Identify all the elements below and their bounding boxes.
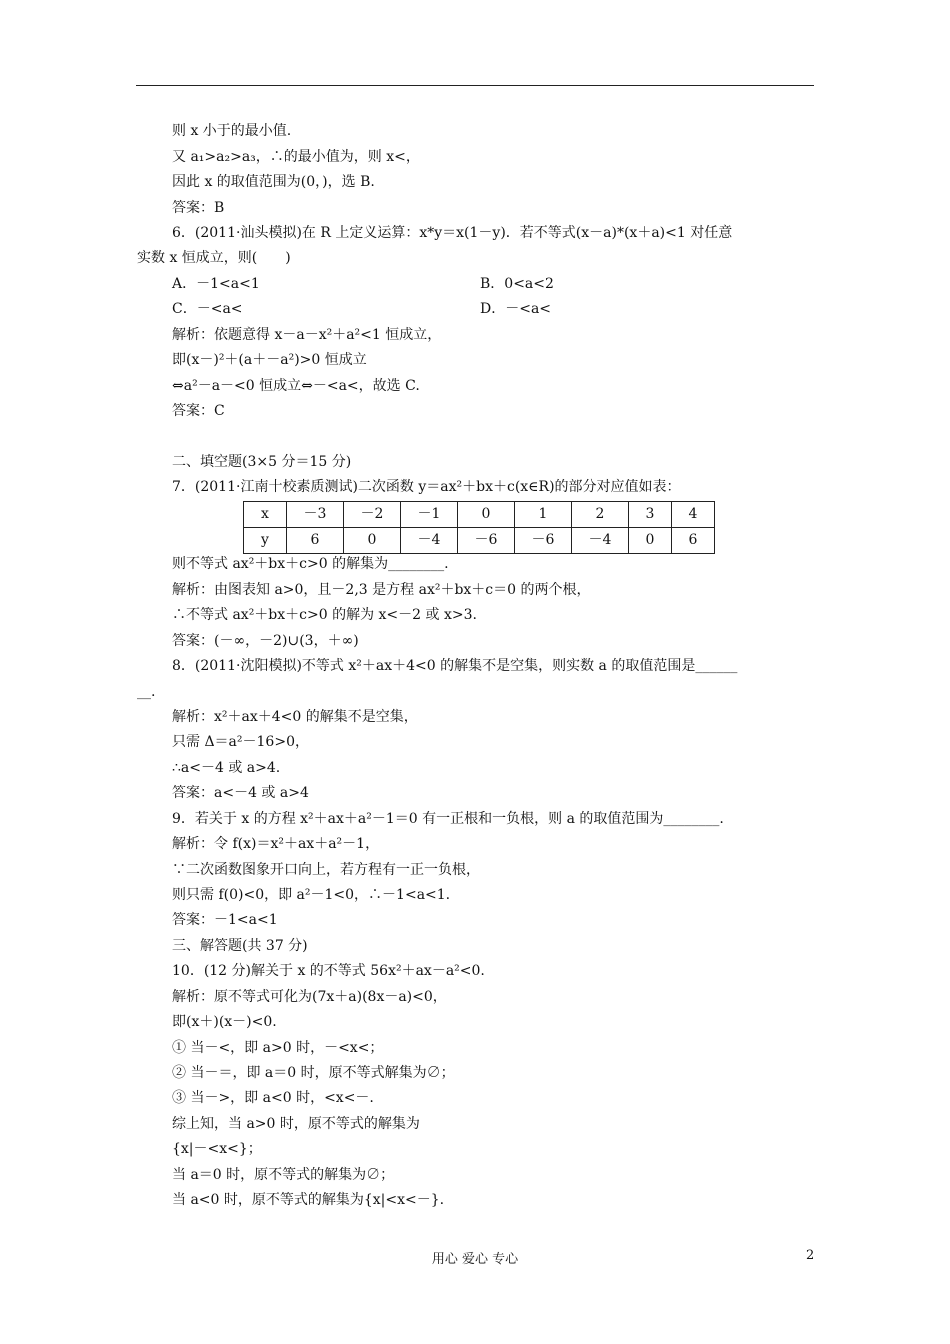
option-a: A．－1<a<1 [172,276,260,292]
table-cell: 4 [672,502,715,528]
text-line: 解析：依题意得 x－a－x²＋a²<1 恒成立， [172,327,442,343]
page-footer: 用心 爱心 专心 [431,1252,519,1267]
text-line: 即(x－)²＋(a＋－a²)>0 恒成立 [172,352,367,368]
table-cell: 6 [672,528,715,554]
page-number: 2 [806,1248,815,1263]
question-6: 6．(2011·汕头模拟)在 R 上定义运算：x*y＝x(1－y)．若不等式(x－a)*(x＋a)<1 对任意 [172,225,733,241]
table-cell: －4 [572,528,629,554]
text-line: 则 x 小于的最小值. [172,123,292,139]
option-b: B．0<a<2 [480,276,554,292]
table-cell: －1 [401,502,458,528]
value-table [243,501,715,554]
text-line: 解析：由图表知 a>0，且－2,3 是方程 ax²＋bx＋c＝0 的两个根， [172,582,591,598]
table-cell: －6 [515,528,572,554]
text-line: 综上知，当 a>0 时，原不等式的解集为 [172,1116,420,1132]
table-cell: 1 [515,502,572,528]
answer-line: 答案：(－∞，－2)∪(3，＋∞) [172,633,359,649]
table-cell: 0 [629,528,672,554]
question-10: 10．(12 分)解关于 x 的不等式 56x²＋ax－a²<0. [172,963,485,979]
text-line: ② 当－＝，即 a＝0 时，原不等式解集为∅； [172,1065,455,1081]
section-heading: 三、解答题(共 37 分) [172,938,308,954]
table-cell: －6 [458,528,515,554]
table-cell: 0 [458,502,515,528]
table-cell: x [244,502,287,528]
table-cell: 6 [287,528,344,554]
text-line: __. [137,684,156,700]
text-line: 又 a₁>a₂>a₃，∴的最小值为，则 x<， [172,149,420,165]
text-line: 当 a＝0 时，原不等式的解集为∅； [172,1167,395,1183]
text-line: 因此 x 的取值范围为(0，)，选 B. [172,174,375,190]
text-line: 解析：原不等式可化为(7x＋a)(8x－a)<0， [172,989,447,1005]
text-line: ① 当－<，即 a>0 时，－<x<； [172,1040,384,1056]
table-cell: 0 [344,528,401,554]
text-line: 即(x＋)(x－)<0. [172,1014,277,1030]
text-line: {x|－<x<}； [172,1141,262,1157]
text-line: 则只需 f(0)<0，即 a²－1<0，∴－1<a<1. [172,887,451,903]
table-cell: －2 [344,502,401,528]
text-line: 实数 x 恒成立，则( ) [137,250,291,266]
table-cell: 3 [629,502,672,528]
text-line: ∴不等式 ax²＋bx＋c>0 的解为 x<－2 或 x>3. [172,607,477,623]
text-line: 只需 Δ＝a²－16>0， [172,734,309,750]
text-line: ⇔a²－a－<0 恒成立⇔－<a<，故选 C. [172,378,420,394]
text-line: 则不等式 ax²＋bx＋c>0 的解集为________. [172,556,449,572]
question-9: 9．若关于 x 的方程 x²＋ax＋a²－1＝0 有一正根和一负根，则 a 的取值范围为________. [172,811,724,827]
table-cell: －3 [287,502,344,528]
table-cell: y [244,528,287,554]
question-8: 8．(2011·沈阳模拟)不等式 x²＋ax＋4<0 的解集不是空集，则实数 a 的取值范围是______ [172,658,738,674]
text-line: ∵二次函数图象开口向上，若方程有一正一负根， [172,862,480,878]
text-line: 当 a<0 时，原不等式的解集为{x|<x<－}. [172,1192,445,1208]
option-d: D．－<a< [480,301,552,317]
answer-line: 答案：－1<a<1 [172,912,278,928]
header-rule [136,85,814,86]
option-c: C．－<a< [172,301,243,317]
text-line: 解析：x²＋ax＋4<0 的解集不是空集， [172,709,418,725]
answer-line: 答案：a<－4 或 a>4 [172,785,309,801]
table-row [244,502,715,528]
answer-line: 答案：C [172,403,225,419]
section-heading: 二、填空题(3×5 分＝15 分) [172,454,352,470]
table-cell: －4 [401,528,458,554]
question-7: 7．(2011·江南十校素质测试)二次函数 y＝ax²＋bx＋c(x∈R)的部分对应值如表： [172,479,681,495]
table-cell: 2 [572,502,629,528]
text-line: 解析：令 f(x)＝x²＋ax＋a²－1， [172,836,380,852]
answer-line: 答案：B [172,200,225,216]
text-line: ③ 当－>，即 a<0 时，<x<－. [172,1090,374,1106]
table-row [244,528,715,554]
text-line: ∴a<－4 或 a>4. [172,760,281,776]
